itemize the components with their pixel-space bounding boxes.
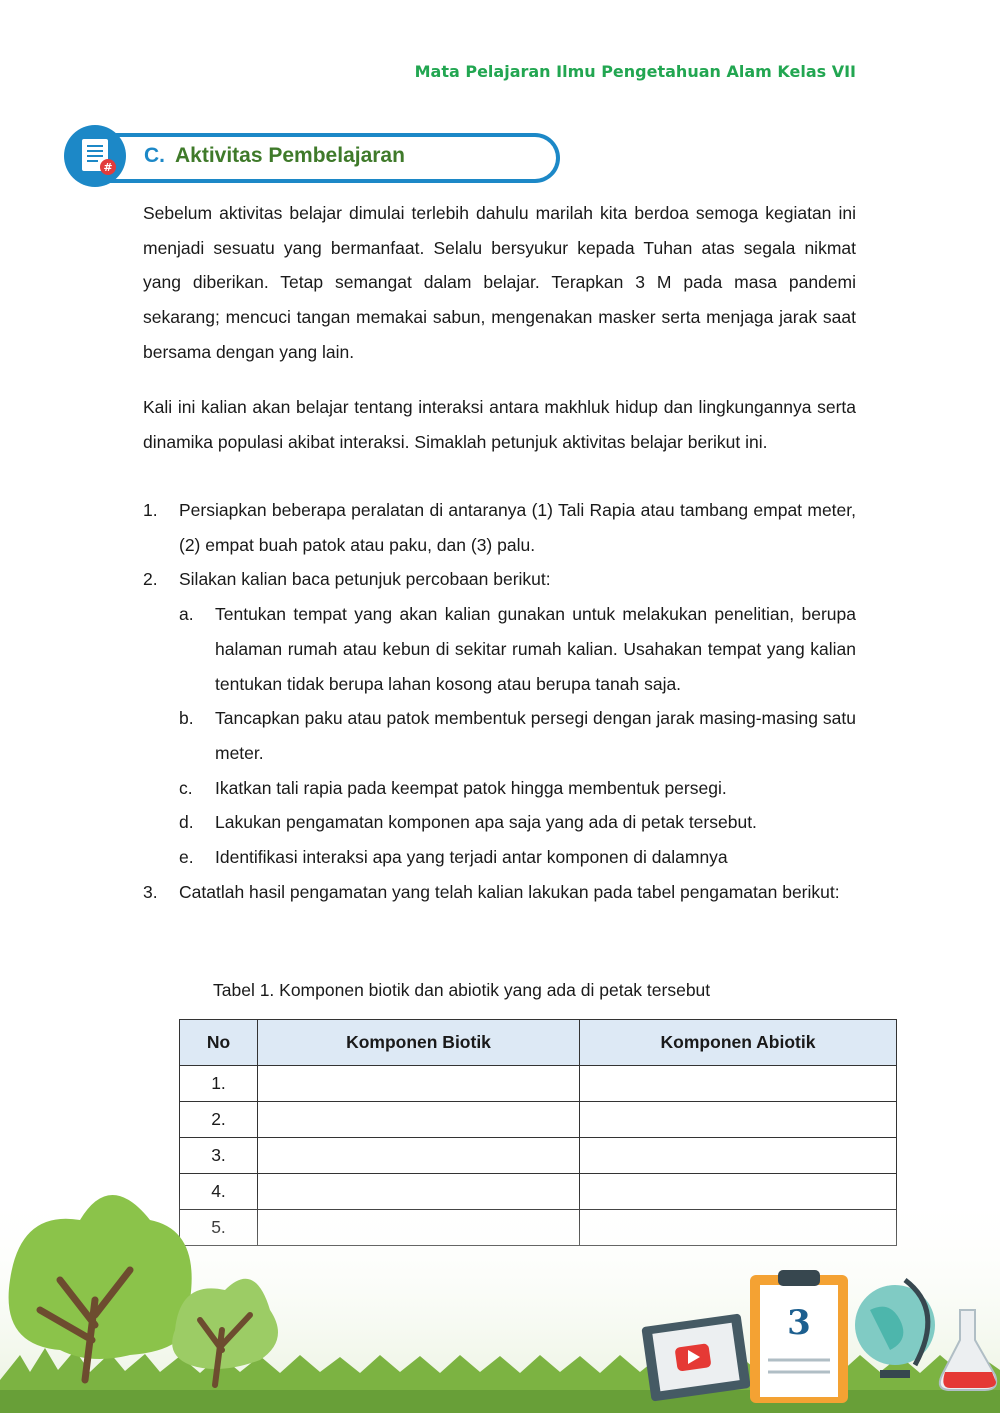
sub-list-item [179, 597, 856, 701]
table-header-row [180, 1020, 897, 1066]
table-row [180, 1066, 897, 1102]
section-title-text: Aktivitas Pembelajaran [175, 144, 405, 167]
sub-list-item [179, 701, 856, 770]
step-text: Catatlah hasil pengamatan yang telah kalian lakukan pada tabel pengamatan berikut: [179, 881, 840, 902]
substep-text: Tancapkan paku atau patok membentuk persegi dengan jarak masing-masing satu meter. [215, 708, 856, 763]
page-number: 3 [787, 1303, 811, 1343]
row-number: 1. [180, 1066, 258, 1102]
substep-text: Tentukan tempat yang akan kalian gunakan untuk melakukan penelitian, berupa halaman rumah atau kebun di sekitar rumah kalian. Usahakan tempat yang kalian tentukan tidak berupa lahan kosong atau berupa tanah saja. [215, 604, 856, 694]
substep-letter: c. [179, 777, 193, 798]
substep-letter: a. [179, 604, 194, 625]
section-letter: C. [144, 144, 165, 167]
biotik-cell[interactable] [258, 1066, 580, 1102]
section-title [144, 144, 405, 168]
list-item [143, 562, 856, 597]
substep-letter: b. [179, 708, 194, 729]
row-number: 2. [180, 1102, 258, 1138]
column-header-biotik: Komponen Biotik [258, 1020, 580, 1066]
section-banner [64, 125, 564, 187]
svg-text:#: # [103, 161, 113, 174]
step-number: 1. [143, 500, 158, 520]
step-text: Silakan kalian baca petunjuk percobaan berikut: [179, 569, 551, 590]
intro-paragraph: Sebelum aktivitas belajar dimulai terlebih dahulu marilah kita berdoa semoga kegiatan ini menjadi sesuatu yang bermanfaat. Selalu bersyukur kepada Tuhan atas segala nikmat yang diberikan. Tetap semangat dalam belajar. Terapkan 3 M pada masa pandemi sekarang; mencuci tangan memakai sabun, mengenakan masker serta menjaga jarak saat bersama dengan yang lain. [143, 203, 856, 362]
table-caption: Tabel 1. Komponen biotik dan abiotik yang ada di petak tersebut [213, 980, 711, 1000]
steps-list [143, 493, 856, 909]
substep-letter: e. [179, 847, 194, 868]
video-board-icon [641, 1313, 750, 1401]
substep-letter: d. [179, 812, 194, 833]
step-text: Persiapkan beberapa peralatan di antaranya (1) Tali Rapia atau tambang empat meter,(2) empat buah patok atau paku, dan (3) palu. [179, 500, 856, 555]
row-number: 3. [180, 1138, 258, 1174]
substep-text: Ikatkan tali rapia pada keempat patok hingga membentuk persegi. [215, 777, 727, 798]
abiotik-cell[interactable] [580, 1102, 897, 1138]
abiotik-cell[interactable] [580, 1066, 897, 1102]
step-number: 3. [143, 881, 158, 902]
substep-text: Identifikasi interaksi apa yang terjadi antar komponen di dalamnya [215, 847, 728, 868]
list-item [143, 493, 856, 562]
list-item [143, 875, 856, 910]
sub-list-item [179, 805, 856, 840]
column-header-abiotik: Komponen Abiotik [580, 1020, 897, 1066]
sub-list-item [179, 771, 856, 806]
footer-illustration [0, 1150, 1000, 1413]
activity-paragraph: Kali ini kalian akan belajar tentang interaksi antara makhluk hidup dan lingkungannya serta dinamika populasi akibat interaksi. Simaklah petunjuk aktivitas belajar berikut ini. [143, 397, 856, 452]
step-number: 2. [143, 569, 158, 590]
table-row [180, 1102, 897, 1138]
sub-list-item [179, 840, 856, 875]
document-icon [78, 137, 118, 177]
column-header-no: No [180, 1020, 258, 1066]
biotik-cell[interactable] [258, 1102, 580, 1138]
substep-text: Lakukan pengamatan komponen apa saja yang ada di petak tersebut. [215, 812, 757, 833]
running-header: Mata Pelajaran Ilmu Pengetahuan Alam Kelas VII [414, 62, 856, 81]
